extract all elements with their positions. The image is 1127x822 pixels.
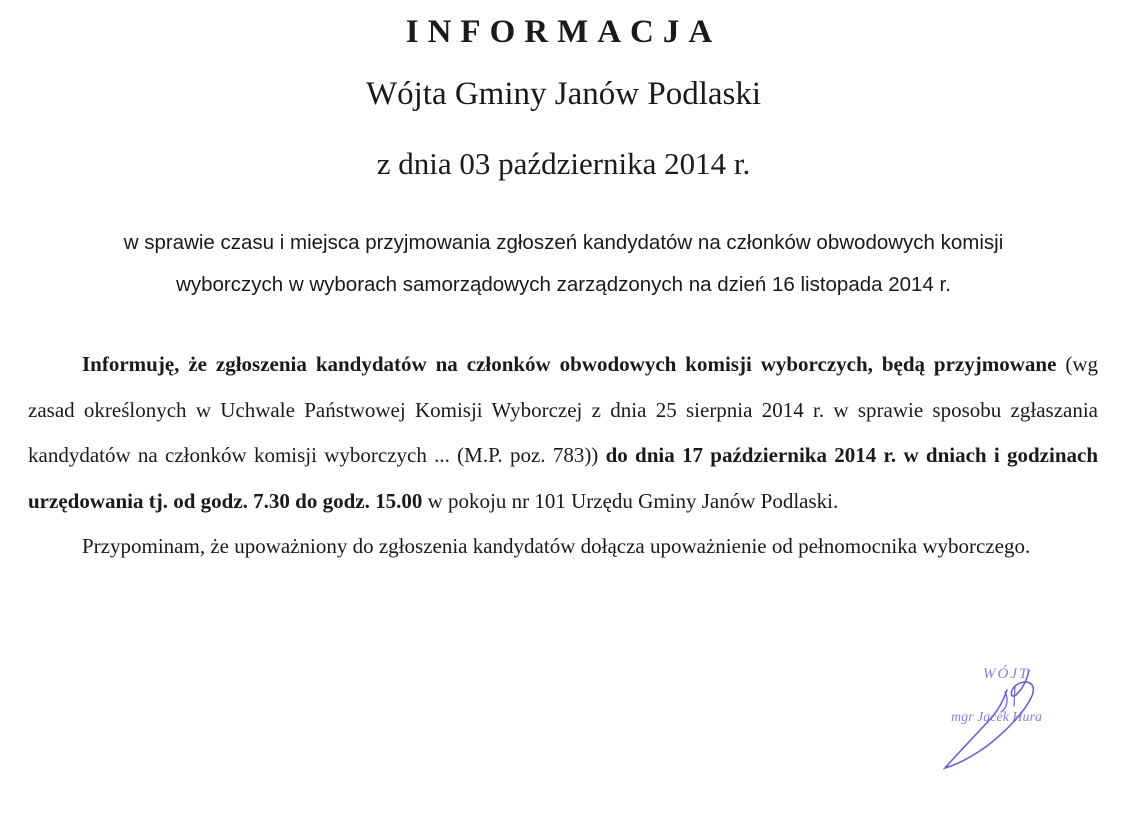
document-title: INFORMACJA [405, 14, 722, 50]
signature-stamp [935, 650, 1085, 775]
body-paragraph-2: Przypominam, że upoważniony do zgłoszenia kandydatów dołącza upoważnienie od pełnomocnika wyborczego. [82, 534, 1031, 558]
document-date: z dnia 03 października 2014 r. [376, 146, 751, 181]
paragraph-1-bold-end: do dnia 17 października 2014 r. w dniach i godzinach urzędowania tj. od godz. 7.30 do godz. 15.00 [28, 443, 1099, 513]
document-body [28, 342, 1098, 570]
stamp-name: mgr Jacek Hura [951, 710, 1042, 725]
paragraph-1-text-mid: (wg zasad określonych w Uchwale Państwowej Komisji Wyborczej z dnia 25 sierpnia 2014 r. w sprawie sposobu zgłaszania kandydatów na członków komisji wyborczych ... (M.P. poz. 783)) [28, 352, 1098, 467]
paragraph-1-bold-start: Informuję, że zgłoszenia kandydatów na członków obwodowych komisji wyborczych, będą przyjmowane [82, 352, 1057, 376]
document-issuer: Wójta Gminy Janów Podlaski [365, 76, 762, 112]
stamp-title: WÓJT [983, 666, 1030, 682]
document-subject [30, 222, 1097, 306]
paragraph-1-text-end: w pokoju nr 101 Urzędu Gminy Janów Podlaski. [422, 488, 839, 513]
body-paragraph-1 [28, 342, 1098, 524]
subject-line-1: w sprawie czasu i miejsca przyjmowania zgłoszeń kandydatów na członków obwodowych komisji [123, 231, 1004, 254]
subject-line-2: wyborczych w wyborach samorządowych zarządzonych na dzień 16 listopada 2014 r. [176, 273, 951, 296]
